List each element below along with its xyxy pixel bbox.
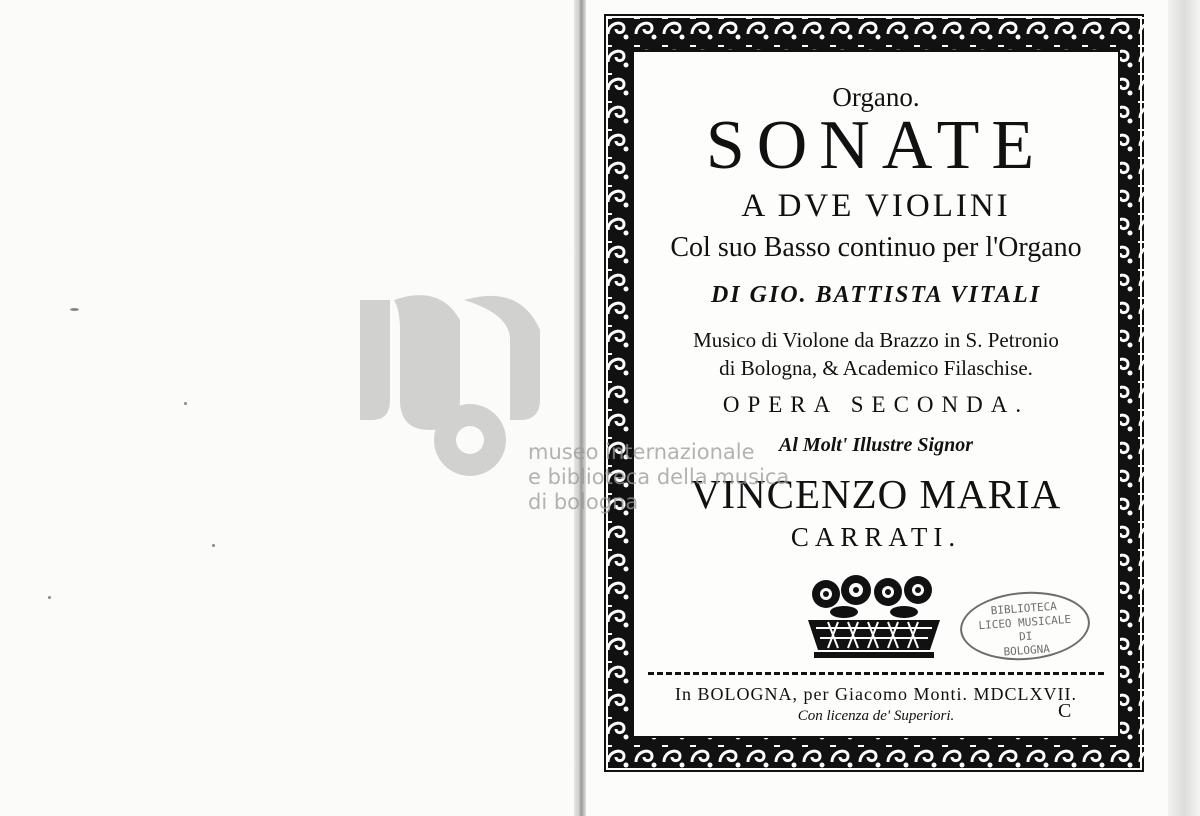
signature-mark: C xyxy=(1058,700,1072,722)
paper-speck xyxy=(212,544,215,547)
subtitle-violini: A DVE VIOLINI xyxy=(741,188,1011,224)
license-line: Con licenza de' Superiori. xyxy=(797,708,955,724)
paper-speck xyxy=(48,596,51,599)
main-title: SONATE xyxy=(705,107,1047,184)
author-name: DI GIO. BATTISTA VITALI xyxy=(710,282,1042,308)
paper-speck xyxy=(70,308,79,311)
watermark-text xyxy=(528,440,789,515)
dedication-line: Al Molt' Illustre Signor xyxy=(779,434,973,456)
book-gutter xyxy=(574,0,586,816)
stamp-line: BIBLIOTECA xyxy=(990,599,1058,618)
imprint-rule xyxy=(648,672,1104,675)
author-position-line-2: di Bologna, & Academico Filaschise. xyxy=(719,356,1033,380)
dedicatee-name-line-2: CARRATI. xyxy=(790,522,962,552)
dedicatee-name-line-1: VINCENZO MARIA xyxy=(690,471,1062,517)
paper-speck xyxy=(184,402,187,405)
stamp-line: LICEO MUSICALE xyxy=(978,612,1072,633)
watermark-line: e biblioteca della musica xyxy=(528,465,790,489)
watermark-line: di bologna xyxy=(528,490,639,514)
watermark-line: museo internazionale xyxy=(528,440,755,464)
page-edge-shadow xyxy=(1168,0,1200,816)
stamp-line: BOLOGNA xyxy=(1003,642,1051,659)
stamp-line: DI xyxy=(1018,629,1033,644)
imprint-line: In BOLOGNA, per Giacomo Monti. MDCLXVII. xyxy=(675,684,1077,704)
opus-number: OPERA SECONDA. xyxy=(722,392,1030,417)
flower-basket-ornament xyxy=(804,572,944,662)
instrument-heading: Organo. xyxy=(832,82,920,112)
subtitle-basso: Col suo Basso continuo per l'Organo xyxy=(670,232,1082,263)
author-position-line-1: Musico di Violone da Brazzo in S. Petronio xyxy=(693,328,1059,352)
